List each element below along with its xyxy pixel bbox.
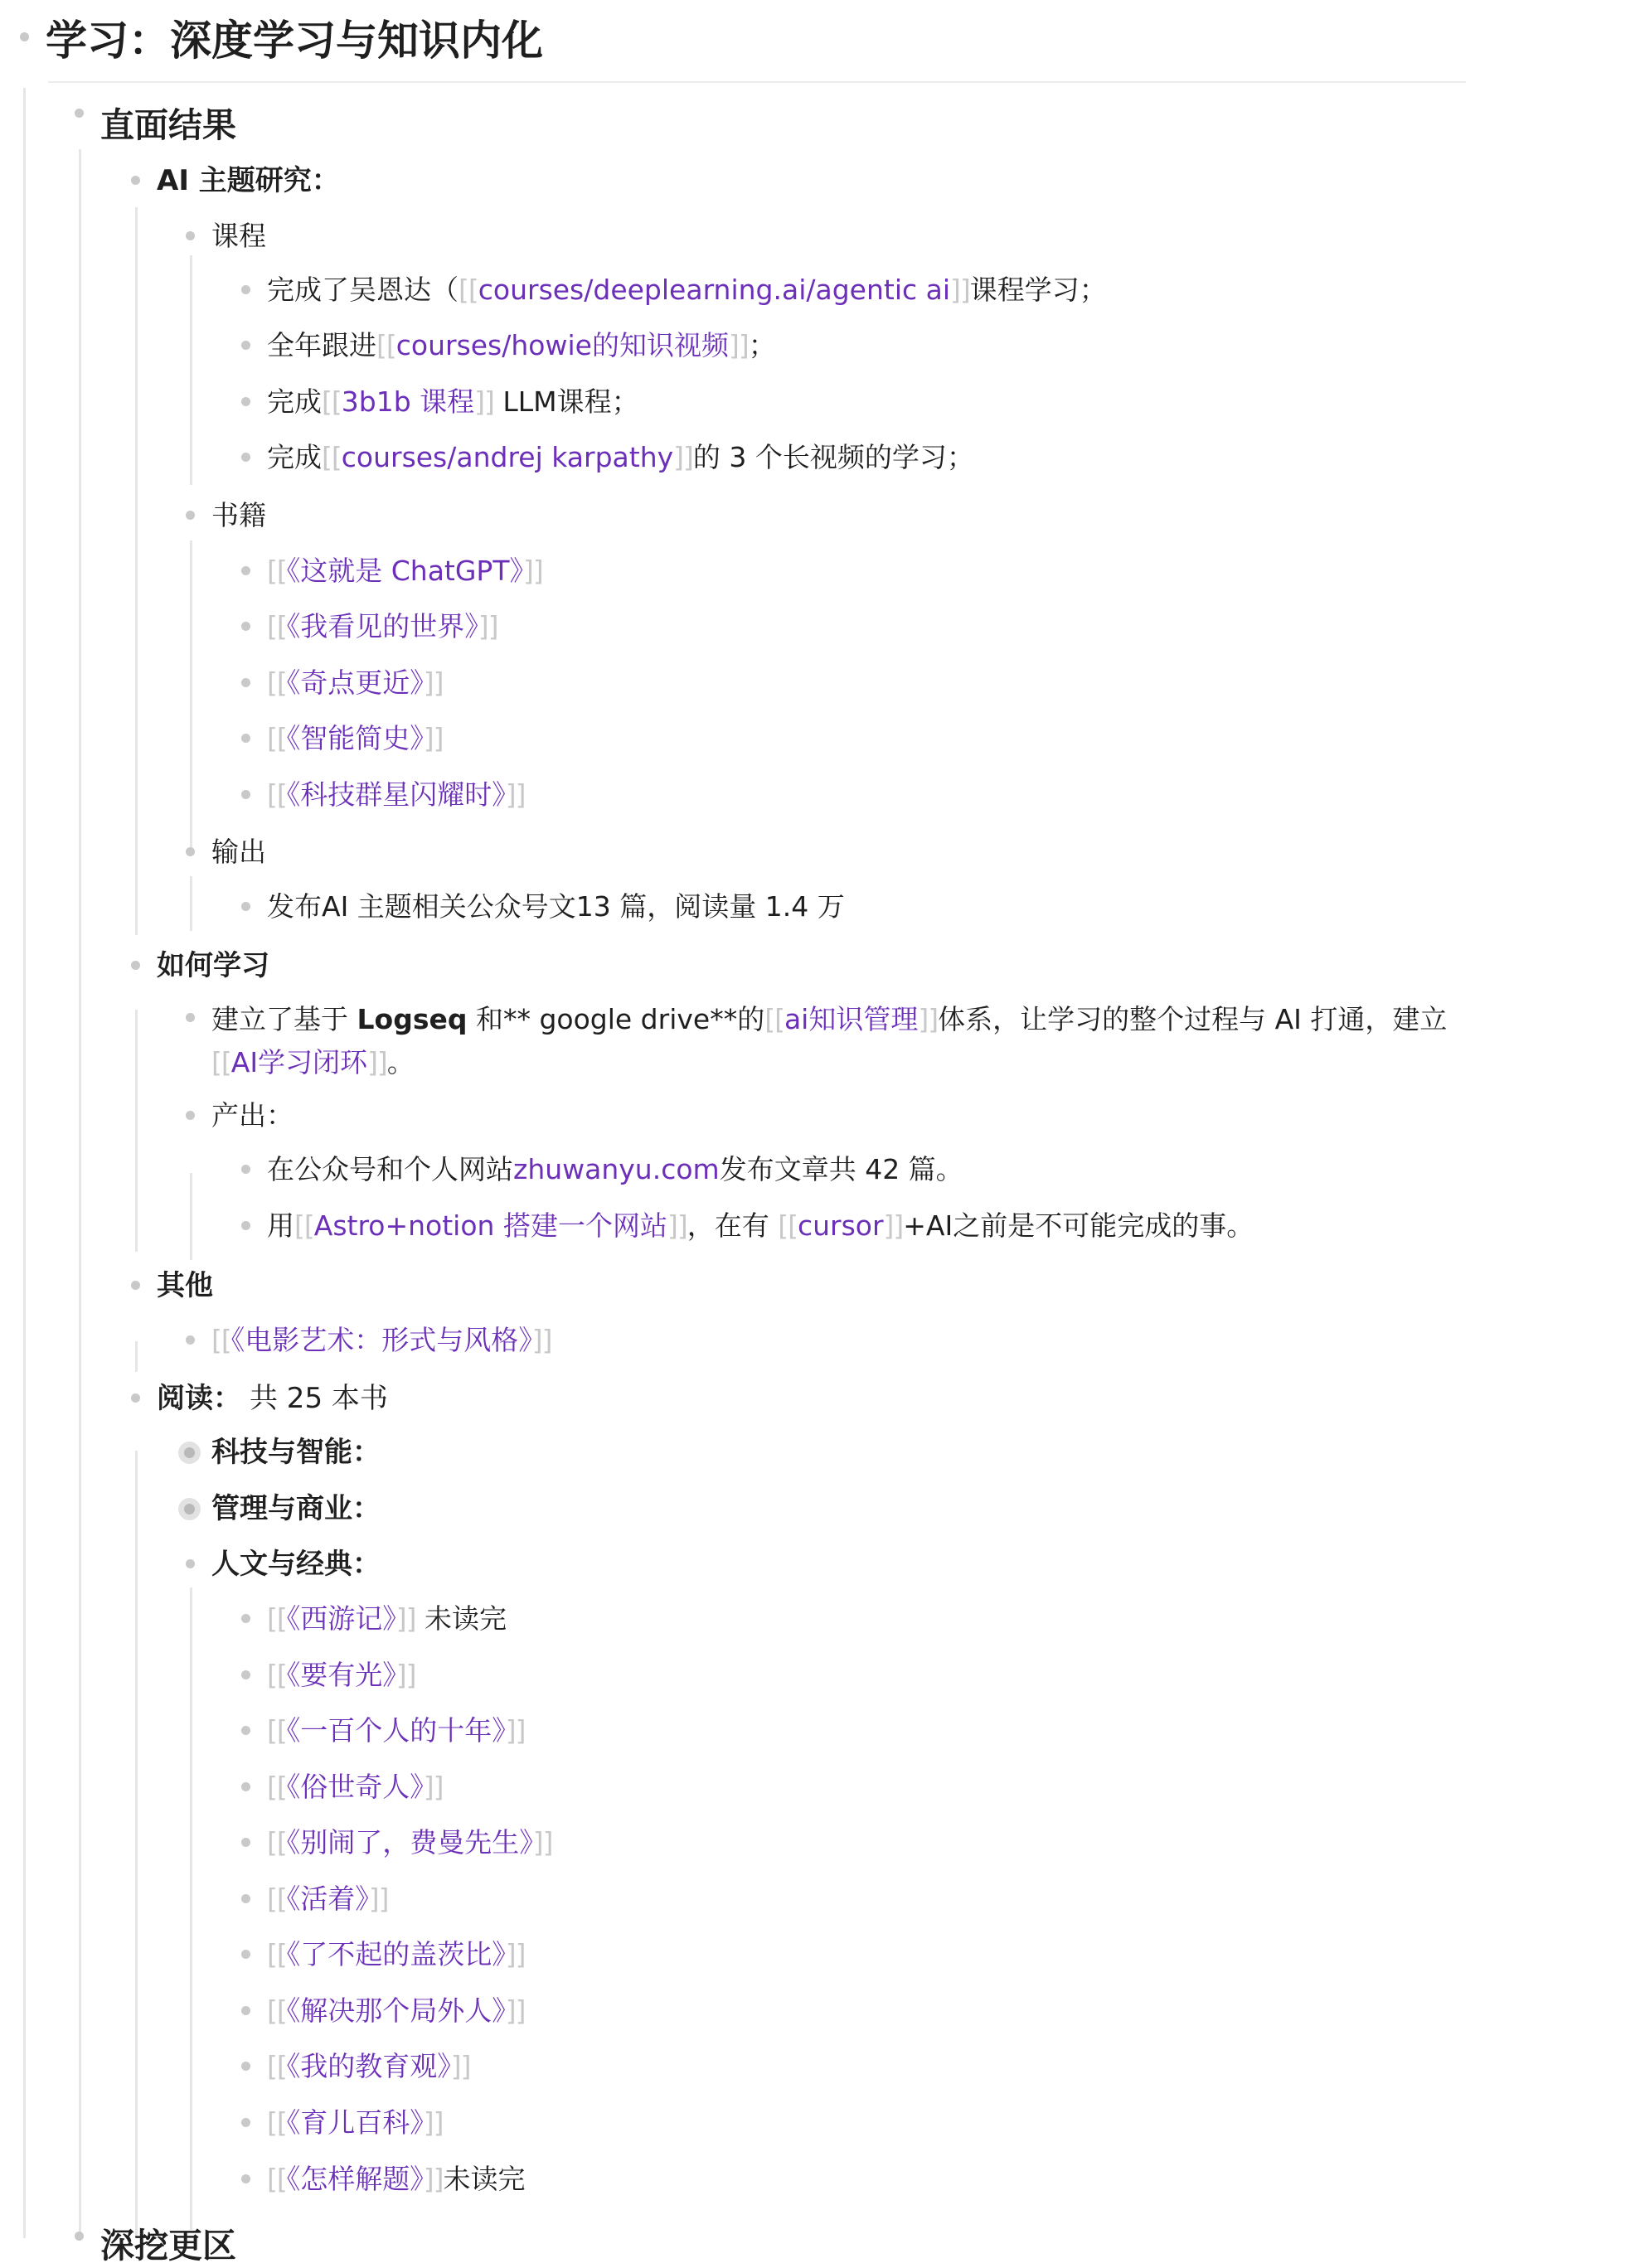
page-link[interactable] (267, 1883, 389, 1915)
block-content[interactable] (267, 887, 845, 927)
link-open-bracket: [[ (211, 1324, 231, 1356)
link-open-bracket: [[ (267, 2106, 287, 2139)
link-open-bracket: [[ (211, 1046, 231, 1078)
bullet-icon[interactable] (131, 961, 140, 970)
heading-text: 直面结果 (100, 105, 236, 145)
link-close-bracket: ]] (918, 1003, 939, 1035)
page-link[interactable] (322, 385, 494, 418)
indent-guide (79, 149, 81, 2238)
list-item-output (241, 887, 845, 927)
link-close-bracket: ]] (728, 329, 749, 361)
link-close-bracket: ]] (883, 1209, 904, 1242)
bullet-icon[interactable] (241, 341, 250, 350)
block-content[interactable] (267, 1935, 526, 1975)
block-content[interactable] (267, 1150, 963, 1190)
bullet-icon[interactable] (241, 1165, 250, 1174)
block-ai-research (131, 161, 340, 201)
block-content[interactable] (267, 1991, 526, 2031)
link-open-bracket: [[ (267, 722, 287, 754)
block-content[interactable] (267, 663, 444, 703)
block-tech-ai (184, 1432, 381, 1472)
block-management (184, 1489, 381, 1529)
list-item-humanities-book (241, 1935, 526, 1975)
list-item-humanities-book (241, 1991, 526, 2031)
block-text: 书籍 (211, 499, 266, 531)
link-open-bracket: [[ (267, 1938, 287, 1970)
item-text: ； (748, 329, 776, 361)
block-content[interactable] (211, 832, 266, 872)
link-open-bracket: [[ (778, 1209, 798, 1242)
page-link-text: 《我的教育观》 (286, 2050, 451, 2082)
item-text: ，在有 (687, 1209, 779, 1242)
block-text: 管理与商业： (211, 1492, 381, 1525)
item-text: +AI之前是不可能完成的事。 (903, 1209, 1254, 1242)
bullet-icon[interactable] (241, 1614, 250, 1623)
item-text: 发布AI 主题相关公众号文13 篇，阅读量 1.4 万 (267, 890, 845, 923)
heading-text: 深挖更区 (100, 2226, 236, 2266)
link-open-bracket: [[ (267, 1994, 287, 2027)
bullet-icon[interactable] (131, 1281, 140, 1290)
bullet-icon[interactable] (241, 1894, 250, 1903)
page-link[interactable] (267, 1938, 526, 1970)
block-content[interactable] (211, 1432, 381, 1472)
item-text: 和** google drive**的 (467, 1003, 765, 1035)
item-text: 。 (386, 1046, 415, 1078)
link-close-bracket: ]] (478, 610, 498, 642)
page-title-block (20, 15, 543, 66)
link-open-bracket: [[ (459, 274, 478, 306)
page-link[interactable] (267, 610, 498, 642)
item-text: 体系，让学习的整个过程与 AI 打通，建立 (938, 1003, 1448, 1035)
bold-text: Logseq (357, 1003, 468, 1035)
link-close-bracket: ]] (423, 2106, 444, 2139)
item-text: 发布文章共 42 篇。 (719, 1153, 963, 1185)
page-link[interactable] (778, 1209, 903, 1242)
link-close-bracket: ]] (450, 2050, 471, 2082)
page-link[interactable] (267, 1826, 553, 1858)
item-note: 未读完 (415, 1602, 507, 1635)
link-close-bracket: ]] (423, 666, 444, 699)
block-content[interactable] (267, 270, 1107, 310)
link-close-bracket: ]] (367, 1046, 387, 1078)
link-open-bracket: [[ (267, 1883, 287, 1915)
link-open-bracket: [[ (267, 610, 287, 642)
link-close-bracket: ]] (395, 1602, 416, 1635)
block-text: 科技与智能： (211, 1436, 381, 1469)
list-item-humanities-book (241, 1655, 416, 1695)
block-text: 输出 (211, 836, 266, 868)
block-content[interactable] (267, 1823, 553, 1863)
block-text: 其他 (157, 1269, 213, 1302)
block-text: 课程 (211, 220, 266, 252)
page-link[interactable] (267, 1602, 416, 1635)
indent-guide (190, 876, 192, 931)
block-text: 产出： (211, 1099, 294, 1132)
list-item-humanities-book (241, 1823, 553, 1863)
list-item-humanities-book (241, 2103, 444, 2143)
link-close-bracket: ]] (505, 1938, 526, 1970)
page-link-text: 《科技群星闪耀时》 (286, 778, 506, 811)
title-underline (48, 81, 1466, 83)
bullet-icon[interactable] (186, 847, 195, 856)
page-link[interactable] (267, 2106, 444, 2139)
bullet-icon[interactable] (186, 1559, 195, 1568)
block-how-to-learn (131, 946, 269, 986)
page-link-text: 《电影艺术：形式与风格》 (230, 1324, 532, 1356)
block-output (186, 832, 266, 872)
item-text: 共 25 本书 (250, 1382, 388, 1415)
link-close-bracket: ]] (673, 441, 693, 473)
list-item-course (241, 438, 974, 477)
block-content[interactable] (267, 382, 639, 422)
block-content[interactable] (100, 2223, 236, 2268)
block-knowledge-system (186, 998, 1479, 1084)
list-item-humanities-book (241, 1879, 389, 1919)
page-link-text: courses/deeplearning.ai/agentic ai (478, 274, 951, 306)
page-link-text: 《一百个人的十年》 (286, 1714, 506, 1747)
bullet-icon[interactable] (241, 902, 250, 911)
list-item-book (241, 663, 444, 703)
block-content[interactable] (267, 1711, 526, 1751)
heading-results (75, 103, 236, 148)
page-link[interactable] (376, 329, 749, 361)
link-open-bracket: [[ (267, 1659, 287, 1691)
page-link[interactable] (211, 1324, 552, 1356)
bullet-icon[interactable] (20, 32, 29, 41)
bullet-icon[interactable] (241, 622, 250, 631)
page-link-text: 《西游记》 (286, 1602, 396, 1635)
page-link[interactable] (294, 1209, 687, 1242)
link-open-bracket: [[ (267, 555, 287, 587)
block-humanities (186, 1544, 381, 1584)
link-close-bracket: ]] (950, 274, 970, 306)
block-content[interactable] (267, 775, 526, 815)
page-link[interactable] (267, 1659, 416, 1691)
block-courses (186, 216, 266, 256)
block-content[interactable] (211, 1321, 552, 1360)
item-text: 的 3 个长视频的学习； (692, 441, 974, 473)
list-item-course (241, 382, 639, 422)
page-link[interactable] (267, 778, 526, 811)
block-content[interactable] (211, 1544, 381, 1584)
page-link-text: 《俗世奇人》 (286, 1771, 424, 1803)
block-content[interactable] (157, 161, 340, 201)
bullet-icon[interactable] (241, 397, 250, 406)
link-close-bracket: ]] (505, 1714, 526, 1747)
link-open-bracket: [[ (267, 1826, 287, 1858)
list-item-book (241, 775, 526, 815)
block-content[interactable] (100, 103, 236, 148)
page-link[interactable] (267, 1994, 526, 2027)
block-content[interactable] (267, 438, 974, 477)
block-other (131, 1266, 213, 1306)
bullet-icon[interactable] (241, 2174, 250, 2183)
block-reading (131, 1379, 388, 1418)
bullet-icon[interactable] (241, 1670, 250, 1679)
link-open-bracket: [[ (322, 441, 342, 473)
item-text: 完成 (267, 385, 322, 418)
item-text: 完成 (267, 441, 322, 473)
page-link[interactable] (211, 1046, 387, 1078)
bullet-icon[interactable] (131, 176, 140, 185)
block-content[interactable] (267, 1599, 507, 1639)
item-text: 课程学习； (969, 274, 1107, 306)
page-link[interactable] (267, 722, 444, 754)
bullet-icon[interactable] (241, 678, 250, 687)
link-close-bracket: ]] (531, 1324, 552, 1356)
bullet-icon[interactable] (241, 1782, 250, 1791)
block-content[interactable] (267, 719, 444, 758)
link-close-bracket: ]] (395, 1659, 416, 1691)
collapsed-bullet-icon[interactable] (184, 1447, 195, 1458)
list-item-other (186, 1321, 552, 1360)
bullet-icon[interactable] (75, 109, 84, 118)
bullet-icon[interactable] (241, 1950, 250, 1959)
page-link-text: courses/howie的知识视频 (395, 329, 729, 361)
page-link-text: 《了不起的盖茨比》 (286, 1938, 506, 1970)
page-link-text: AI学习闭环 (230, 1046, 368, 1078)
list-item-book (241, 607, 498, 647)
block-content[interactable] (267, 326, 776, 366)
link-open-bracket: [[ (764, 1003, 784, 1035)
page-link[interactable] (267, 666, 444, 699)
item-text: LLM课程； (493, 385, 639, 418)
page-link-text: 《育儿百科》 (286, 2106, 424, 2139)
link-open-bracket: [[ (267, 1602, 287, 1635)
link-open-bracket: [[ (267, 2163, 287, 2195)
page-link-text: 《智能简史》 (286, 722, 424, 754)
page-link[interactable] (267, 1771, 444, 1803)
list-item-book (241, 551, 543, 591)
list-item-humanities-book (241, 1711, 526, 1751)
bullet-icon[interactable] (186, 231, 195, 240)
block-content[interactable] (267, 2159, 526, 2199)
block-content[interactable] (211, 216, 266, 256)
list-item-course (241, 326, 776, 366)
indent-guide (190, 1587, 192, 2230)
collapsed-bullet-icon[interactable] (184, 1504, 195, 1514)
block-content[interactable] (267, 1879, 389, 1919)
link-close-bracket: ]] (532, 1826, 553, 1858)
link-close-bracket: ]] (667, 1209, 687, 1242)
link-open-bracket: [[ (267, 1714, 287, 1747)
bullet-icon[interactable] (241, 2006, 250, 2015)
page-link-text: 3b1b 课程 (341, 385, 475, 418)
item-text: 建立了基于 (211, 1003, 357, 1035)
bullet-icon[interactable] (131, 1393, 140, 1403)
indent-guide (190, 255, 192, 485)
block-content[interactable] (211, 496, 266, 536)
link-open-bracket: [[ (267, 1771, 287, 1803)
indent-guide (23, 88, 26, 2238)
block-text: 人文与经典： (211, 1548, 381, 1581)
block-text: 如何学习 (157, 949, 269, 982)
list-item-course (241, 270, 1107, 310)
block-books (186, 496, 266, 536)
page-title: 学习：深度学习与知识内化 (46, 17, 543, 65)
indent-guide (190, 540, 192, 854)
external-link[interactable]: zhuwanyu.com (513, 1153, 720, 1185)
link-close-bracket: ]] (423, 722, 444, 754)
page-link-text: 《这就是 ChatGPT》 (286, 555, 523, 587)
link-open-bracket: [[ (267, 666, 287, 699)
page-link-text: 《别闹了，费曼先生》 (286, 1826, 533, 1858)
block-content[interactable] (267, 551, 543, 591)
page-link-text: courses/andrej karpathy (341, 441, 674, 473)
bullet-icon[interactable] (241, 1838, 250, 1847)
bullet-icon[interactable] (241, 2118, 250, 2127)
indent-guide (190, 1173, 192, 1260)
page-link-text: 《怎样解题》 (286, 2163, 424, 2195)
block-content[interactable] (211, 1096, 294, 1136)
page-link-text: 《奇点更近》 (286, 666, 424, 699)
page-link[interactable] (459, 274, 970, 306)
link-close-bracket: ]] (474, 385, 494, 418)
block-content[interactable] (267, 607, 498, 647)
link-close-bracket: ]] (368, 1883, 389, 1915)
item-text: 全年跟进 (267, 329, 376, 361)
block-content[interactable] (267, 1767, 444, 1807)
block-content[interactable] (267, 1655, 416, 1695)
page-link-text: 《解决那个局外人》 (286, 1994, 506, 2027)
bullet-icon[interactable] (186, 511, 195, 520)
block-text: AI 主题研究： (157, 164, 340, 197)
link-close-bracket: ]] (423, 1771, 444, 1803)
list-item-humanities-book (241, 1599, 507, 1639)
list-item-articles (241, 1150, 963, 1190)
list-item-humanities-book (241, 1767, 444, 1807)
page-link[interactable] (267, 2163, 444, 2195)
block-content[interactable] (211, 998, 1472, 1084)
block-content[interactable] (267, 2047, 471, 2086)
indent-guide (135, 1010, 138, 1252)
bullet-icon[interactable] (241, 734, 250, 743)
page-link-text: 《活着》 (286, 1883, 369, 1915)
bullet-icon[interactable] (186, 1335, 195, 1345)
bullet-icon[interactable] (186, 1013, 195, 1022)
bullet-icon[interactable] (241, 1726, 250, 1735)
list-item-humanities-book (241, 2159, 526, 2199)
link-open-bracket: [[ (267, 2050, 287, 2082)
indent-guide (135, 207, 138, 935)
bullet-icon[interactable] (241, 2062, 250, 2071)
page-link[interactable] (267, 2050, 471, 2082)
link-close-bracket: ]] (505, 1994, 526, 2027)
indent-guide (135, 1451, 138, 2238)
page-link-text: cursor (797, 1209, 884, 1242)
link-open-bracket: [[ (294, 1209, 314, 1242)
page-link[interactable] (764, 1003, 938, 1035)
item-note: 未读完 (443, 2163, 526, 2195)
page-link-text: 《要有光》 (286, 1659, 396, 1691)
page-link-text: Astro+notion 搭建一个网站 (313, 1209, 667, 1242)
block-content[interactable] (157, 1379, 388, 1418)
block-content[interactable] (46, 15, 543, 66)
page-link[interactable] (267, 555, 543, 587)
bullet-icon[interactable] (241, 285, 250, 294)
link-close-bracket: ]] (505, 778, 526, 811)
bullet-icon[interactable] (241, 1221, 250, 1230)
page-link[interactable] (322, 441, 693, 473)
block-content[interactable] (267, 1206, 1254, 1246)
item-text: 完成了吴恩达（ (267, 274, 459, 306)
page-link-text: 《我看见的世界》 (286, 610, 478, 642)
block-content[interactable] (157, 1266, 213, 1306)
block-content[interactable] (211, 1489, 381, 1529)
link-close-bracket: ]] (523, 555, 543, 587)
item-text: 用 (267, 1209, 294, 1242)
bullet-icon[interactable] (186, 1111, 195, 1120)
list-item-website (241, 1206, 1254, 1246)
block-content[interactable] (157, 946, 269, 986)
bold-text: 阅读： (157, 1382, 241, 1415)
list-item-humanities-book (241, 2047, 471, 2086)
bullet-icon[interactable] (241, 566, 250, 575)
heading-next-section (75, 2223, 236, 2268)
bullet-icon[interactable] (241, 790, 250, 799)
block-content[interactable] (267, 2103, 444, 2143)
page-link[interactable] (267, 1714, 526, 1747)
block-output2 (186, 1096, 294, 1136)
link-open-bracket: [[ (267, 778, 287, 811)
bullet-icon[interactable] (241, 453, 250, 462)
page-link-text: ai知识管理 (784, 1003, 919, 1035)
link-open-bracket: [[ (376, 329, 396, 361)
bullet-icon[interactable] (75, 2232, 84, 2241)
link-open-bracket: [[ (322, 385, 342, 418)
indent-guide (135, 1341, 138, 1372)
link-close-bracket: ]] (423, 2163, 444, 2195)
list-item-book (241, 719, 444, 758)
item-text: 在公众号和个人网站 (267, 1153, 513, 1185)
